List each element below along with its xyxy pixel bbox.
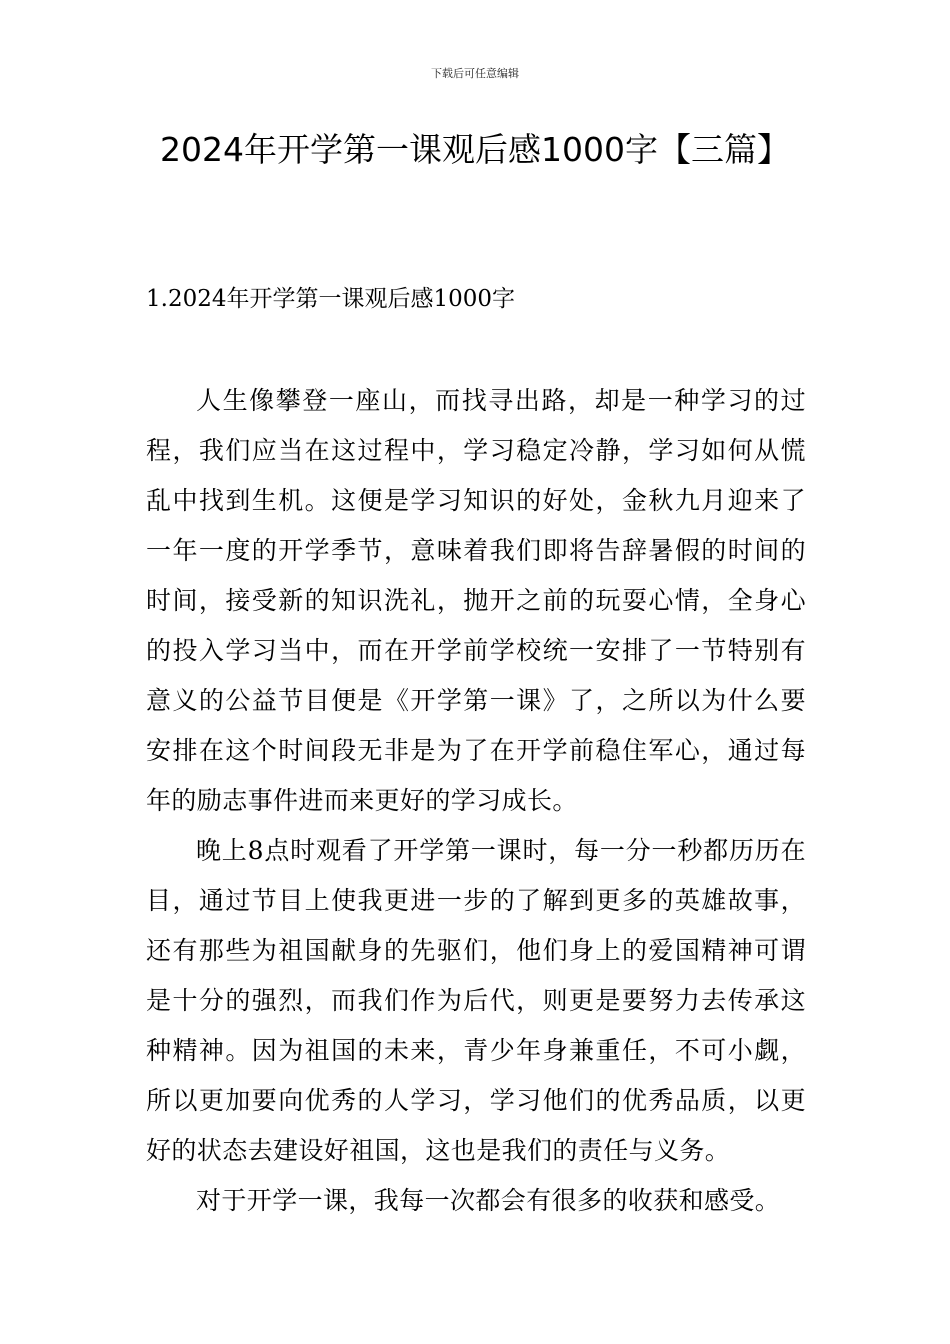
document-title: 2024年开学第一课观后感1000字【三篇】	[160, 130, 790, 169]
section-heading: 1.2024年开学第一课观后感1000字	[146, 286, 516, 312]
paragraph: 对于开学一课，我每一次都会有很多的收获和感受。	[196, 1186, 781, 1215]
paragraph: 晚上8点时观看了开学第一课时，每一分一秒都历历在目，通过节目上使我更进一步的了解到更多的英雄故事，还有那些为祖国献身的先驱们，他们身上的爱国精神可谓是十分的强烈，而我们作为后代，则更是要努力去传承这种精神。因为祖国的未来，青少年身兼重任，不可小觑，所以更加要向优秀的人学习，学习他们的优秀品质，以更好的状态去建设好祖国，这也是我们的责任与义务。	[146, 836, 806, 1165]
body-text	[146, 376, 806, 1226]
paragraph: 人生像攀登一座山，而找寻出路，却是一种学习的过程，我们应当在这过程中，学习稳定冷静，学习如何从慌乱中找到生机。这便是学习知识的好处，金秋九月迎来了一年一度的开学季节，意味着我们即将告辞暑假的时间的时间，接受新的知识洗礼，抛开之前的玩耍心情，全身心的投入学习当中，而在开学前学校统一安排了一节特别有意义的公益节目便是《开学第一课》了，之所以为什么要安排在这个时间段无非是为了在开学前稳住军心，通过每年的励志事件进而来更好的学习成长。	[146, 386, 806, 815]
header-note: 下载后可任意编辑	[431, 67, 519, 80]
